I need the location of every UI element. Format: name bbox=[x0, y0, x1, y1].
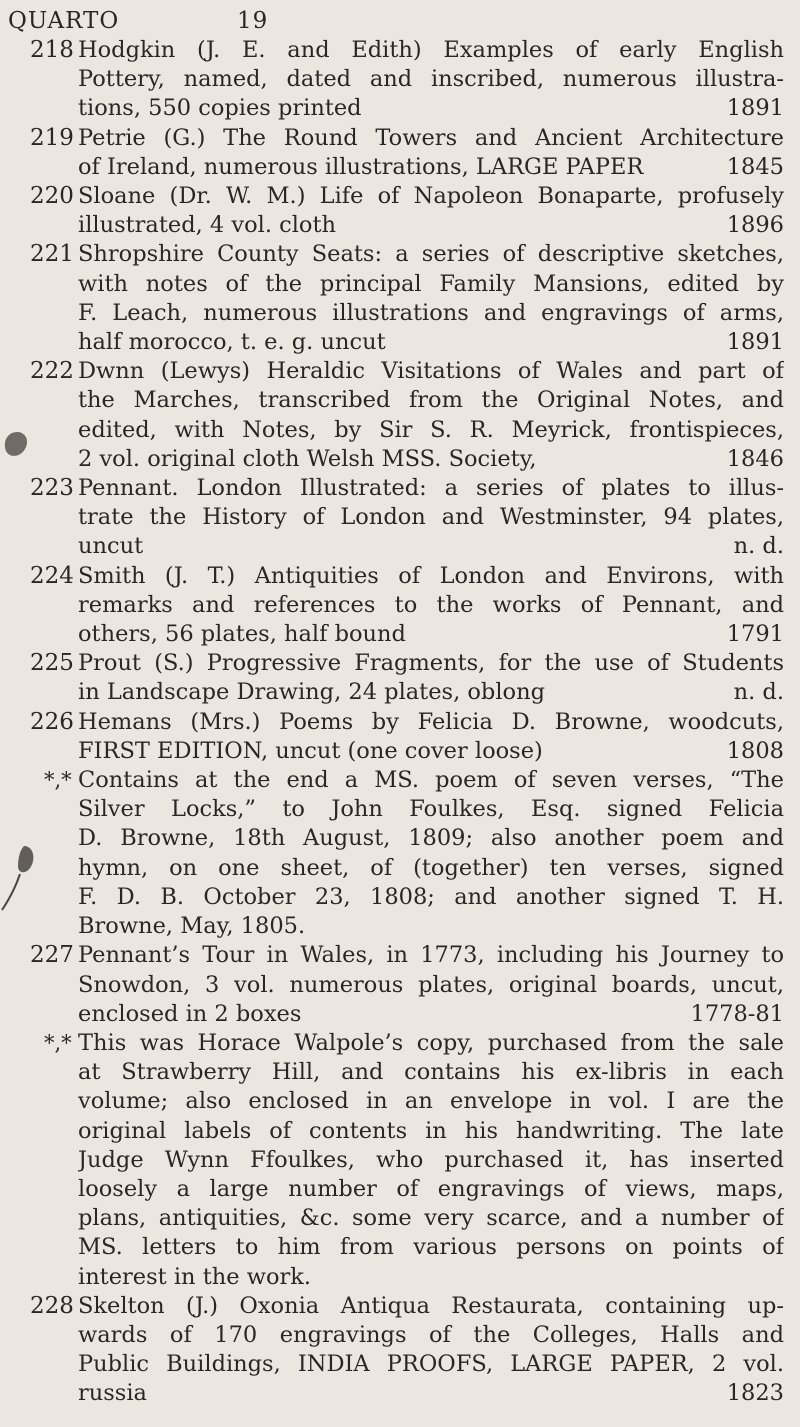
text-line bbox=[78, 416, 784, 445]
entry-date: 1808 bbox=[726, 737, 784, 764]
text-line bbox=[78, 1146, 784, 1175]
line-text: D. Browne, 18th August, 1809; also another poem and bbox=[78, 825, 784, 852]
entry-date: n. d. bbox=[733, 533, 784, 560]
entry-date: 1823 bbox=[726, 1380, 784, 1407]
catalogue-entry bbox=[0, 649, 800, 707]
catalogue-note bbox=[0, 1029, 800, 1292]
text-line bbox=[78, 620, 784, 649]
text-line bbox=[78, 854, 784, 883]
catalogue-entries bbox=[0, 36, 800, 1409]
line-text: Public Buildings, INDIA PROOFS, LARGE PAPER, 2 vol. bbox=[78, 1351, 784, 1378]
text-line bbox=[78, 562, 784, 591]
text-line bbox=[78, 708, 784, 737]
line-text: Pottery, named, dated and inscribed, numerous illustra- bbox=[78, 66, 784, 93]
note-marker: *,* bbox=[44, 1030, 72, 1055]
line-text: enclosed in 2 boxes bbox=[78, 1000, 302, 1027]
text-line bbox=[78, 1087, 784, 1116]
line-text: Pennant. London Illustrated: a series of plates to illus- bbox=[78, 475, 784, 502]
catalogue-entry bbox=[0, 240, 800, 357]
text-line bbox=[78, 1029, 784, 1058]
line-text: Pennant’s Tour in Wales, in 1773, including his Journey to bbox=[78, 942, 784, 969]
catalogue-entry bbox=[0, 562, 800, 650]
lot-number: 227 bbox=[30, 942, 74, 969]
catalogue-entry bbox=[0, 357, 800, 474]
line-text: Silver Locks,” to John Foulkes, Esq. signed Felicia bbox=[78, 796, 784, 823]
line-text: F. Leach, numerous illustrations and engravings of arms, bbox=[78, 299, 784, 326]
text-line bbox=[78, 240, 784, 269]
text-line bbox=[78, 1233, 784, 1262]
entry-text bbox=[78, 357, 784, 474]
text-line bbox=[78, 211, 784, 240]
text-line bbox=[78, 591, 784, 620]
entry-text bbox=[78, 240, 784, 357]
catalogue-entry bbox=[0, 1292, 800, 1409]
entry-text bbox=[78, 766, 784, 941]
text-line bbox=[78, 912, 784, 941]
entry-text bbox=[78, 708, 784, 766]
lot-number: 222 bbox=[30, 358, 74, 385]
text-line bbox=[78, 532, 784, 561]
line-text: Petrie (G.) The Round Towers and Ancient Architecture bbox=[78, 124, 784, 151]
lot-number: 219 bbox=[30, 124, 74, 151]
line-text: Sloane (Dr. W. M.) Life of Napoleon Bonaparte, profusely bbox=[78, 183, 784, 210]
line-text: Smith (J. T.) Antiquities of London and Environs, with bbox=[78, 562, 784, 589]
note-marker: *,* bbox=[44, 768, 72, 793]
lot-number: 220 bbox=[30, 183, 74, 210]
text-line bbox=[78, 182, 784, 211]
entry-text bbox=[78, 649, 784, 707]
entry-date: 1891 bbox=[726, 95, 784, 122]
line-text: Shropshire County Seats: a series of descriptive sketches, bbox=[78, 241, 784, 268]
lot-number: 226 bbox=[30, 708, 74, 735]
entry-text bbox=[78, 941, 784, 1029]
text-line bbox=[78, 941, 784, 970]
section-title: QUARTO bbox=[8, 8, 120, 34]
text-line bbox=[78, 1263, 784, 1292]
catalogue-entry bbox=[0, 941, 800, 1029]
entry-date: 1891 bbox=[726, 329, 784, 356]
entry-text bbox=[78, 1292, 784, 1409]
line-text: illustrated, 4 vol. cloth bbox=[78, 212, 337, 239]
line-text: volume; also enclosed in an envelope in vol. I are the bbox=[78, 1088, 784, 1115]
line-text: remarks and references to the works of Pennant, and bbox=[78, 591, 784, 618]
text-line bbox=[78, 124, 784, 153]
text-line bbox=[78, 766, 784, 795]
line-text: plans, antiquities, &c. some very scarce, and a number of bbox=[78, 1205, 784, 1232]
line-text: Contains at the end a MS. poem of seven verses, “The bbox=[78, 767, 784, 794]
line-text: Browne, May, 1805. bbox=[78, 913, 306, 940]
line-text: loosely a large number of engravings of views, maps, bbox=[78, 1175, 784, 1202]
entry-date: 1845 bbox=[726, 153, 784, 180]
line-text: Prout (S.) Progressive Fragments, for the use of Students bbox=[78, 650, 784, 677]
text-line bbox=[78, 678, 784, 707]
text-line bbox=[78, 883, 784, 912]
catalogue-entry bbox=[0, 708, 800, 766]
text-line bbox=[78, 971, 784, 1000]
text-line bbox=[78, 1058, 784, 1087]
entry-date: 1896 bbox=[726, 212, 784, 239]
text-line bbox=[78, 94, 784, 123]
entry-date: 1846 bbox=[726, 445, 784, 472]
entry-text bbox=[78, 182, 784, 240]
entry-date: n. d. bbox=[733, 679, 784, 706]
line-text: others, 56 plates, half bound bbox=[78, 621, 406, 648]
line-text: Snowdon, 3 vol. numerous plates, original boards, uncut, bbox=[78, 971, 784, 998]
line-text: the Marches, transcribed from the Original Notes, and bbox=[78, 387, 784, 414]
text-line bbox=[78, 503, 784, 532]
text-line bbox=[78, 36, 784, 65]
line-text: trate the History of London and Westminster, 94 plates, bbox=[78, 504, 784, 531]
entry-date: 1791 bbox=[726, 621, 784, 648]
line-text: edited, with Notes, by Sir S. R. Meyrick, frontispieces, bbox=[78, 416, 784, 443]
line-text: 2 vol. original cloth Welsh MSS. Society, bbox=[78, 445, 537, 472]
line-text: in Landscape Drawing, 24 plates, oblong bbox=[78, 679, 545, 706]
line-text: This was Horace Walpole’s copy, purchased from the sale bbox=[78, 1029, 784, 1056]
text-line bbox=[78, 1204, 784, 1233]
text-line bbox=[78, 328, 784, 357]
text-line bbox=[78, 386, 784, 415]
line-text: interest in the work. bbox=[78, 1263, 312, 1290]
catalogue-entry bbox=[0, 474, 800, 562]
line-text: russia bbox=[78, 1380, 147, 1407]
text-line bbox=[78, 1292, 784, 1321]
text-line bbox=[78, 445, 784, 474]
text-line bbox=[78, 1117, 784, 1146]
line-text: original labels of contents in his handwriting. The late bbox=[78, 1117, 784, 1144]
text-line bbox=[78, 824, 784, 853]
lot-number: 228 bbox=[30, 1292, 74, 1319]
text-line bbox=[78, 1350, 784, 1379]
line-text: of Ireland, numerous illustrations, LARGE PAPER bbox=[78, 153, 644, 180]
lot-number: 221 bbox=[30, 241, 74, 268]
text-line bbox=[78, 1379, 784, 1408]
catalogue-note bbox=[0, 766, 800, 941]
line-text: Skelton (J.) Oxonia Antiqua Restaurata, containing up- bbox=[78, 1292, 784, 1319]
line-text: tions, 550 copies printed bbox=[78, 95, 362, 122]
catalogue-entry bbox=[0, 124, 800, 182]
entry-text bbox=[78, 562, 784, 650]
entry-text bbox=[78, 474, 784, 562]
entry-text bbox=[78, 36, 784, 124]
entry-date: 1778-81 bbox=[690, 1000, 784, 1027]
text-line bbox=[78, 299, 784, 328]
page-number: 19 bbox=[237, 8, 269, 34]
line-text: half morocco, t. e. g. uncut bbox=[78, 329, 386, 356]
lot-number: 225 bbox=[30, 650, 74, 677]
text-line bbox=[78, 153, 784, 182]
line-text: FIRST EDITION, uncut (one cover loose) bbox=[78, 737, 543, 764]
text-line bbox=[78, 795, 784, 824]
text-line bbox=[78, 1000, 784, 1029]
text-line bbox=[78, 474, 784, 503]
line-text: hymn, on one sheet, of (together) ten verses, signed bbox=[78, 854, 784, 881]
line-text: wards of 170 engravings of the Colleges, Halls and bbox=[78, 1321, 784, 1348]
lot-number: 224 bbox=[30, 562, 74, 589]
text-line bbox=[78, 357, 784, 386]
entry-text bbox=[78, 124, 784, 182]
line-text: with notes of the principal Family Mansions, edited by bbox=[78, 270, 784, 297]
line-text: F. D. B. October 23, 1808; and another signed T. H. bbox=[78, 883, 784, 910]
text-line bbox=[78, 1321, 784, 1350]
line-text: Hodgkin (J. E. and Edith) Examples of early English bbox=[78, 37, 784, 63]
line-text: MS. letters to him from various persons on points of bbox=[78, 1234, 784, 1261]
line-text: Hemans (Mrs.) Poems by Felicia D. Browne, woodcuts, bbox=[78, 708, 784, 735]
text-line bbox=[78, 649, 784, 678]
lot-number: 218 bbox=[30, 37, 74, 63]
catalogue-entry bbox=[0, 182, 800, 240]
text-line bbox=[78, 65, 784, 94]
lot-number: 223 bbox=[30, 475, 74, 502]
line-text: at Strawberry Hill, and contains his ex-libris in each bbox=[78, 1059, 784, 1086]
entry-text bbox=[78, 1029, 784, 1292]
text-line bbox=[78, 1175, 784, 1204]
text-line bbox=[78, 270, 784, 299]
line-text: Dwnn (Lewys) Heraldic Visitations of Wales and part of bbox=[78, 358, 784, 385]
line-text: Judge Wynn Ffoulkes, who purchased it, has inserted bbox=[78, 1146, 784, 1173]
catalogue-entry bbox=[0, 36, 800, 124]
text-line bbox=[78, 737, 784, 766]
line-text: uncut bbox=[78, 533, 144, 560]
